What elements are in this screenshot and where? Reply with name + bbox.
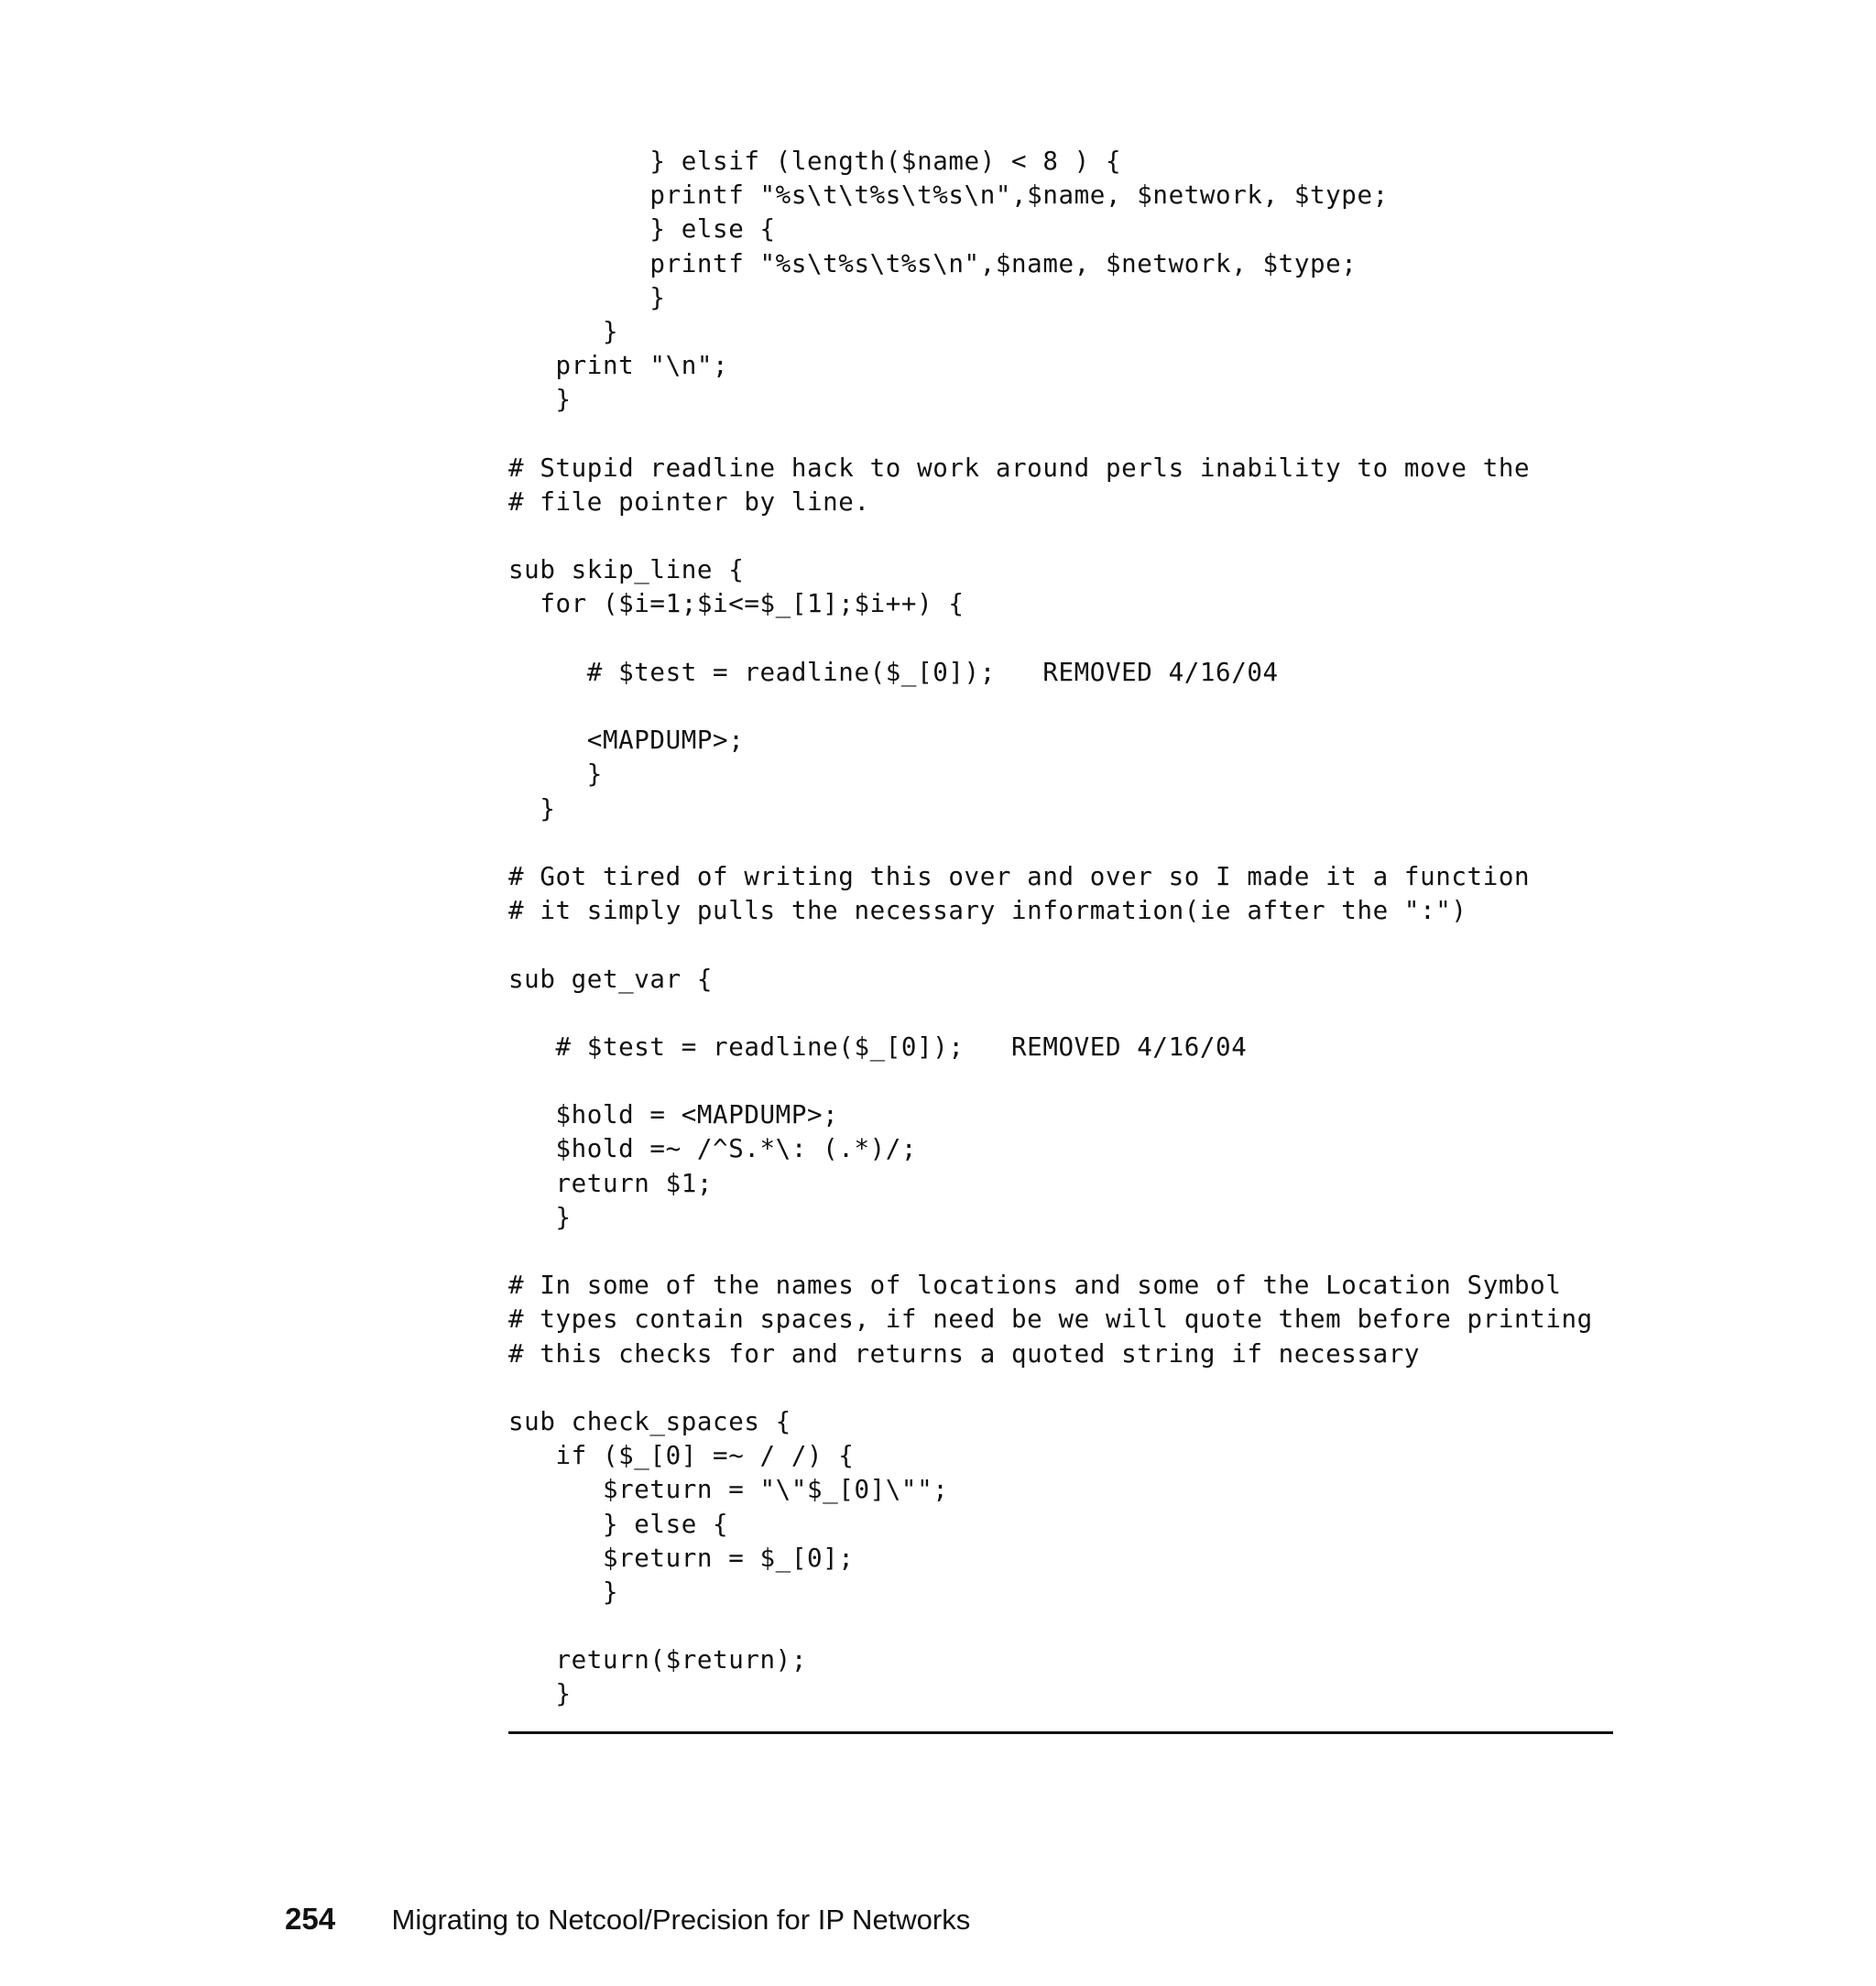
code-line: return($return); (508, 1645, 807, 1675)
listing-bottom-rule (508, 1731, 1613, 1734)
code-line (508, 519, 1593, 553)
code-line: } else { (508, 1509, 729, 1539)
code-line: } (508, 316, 619, 346)
code-line: sub get_var { (508, 964, 714, 994)
code-line: # Stupid readline hack to work around perls inability to move the (508, 453, 1531, 483)
code-line (508, 1610, 1593, 1643)
code-line: return $1; (508, 1168, 714, 1198)
code-line: $hold = <MAPDUMP>; (508, 1100, 839, 1130)
code-line: } (508, 1577, 619, 1607)
code-line: } (508, 759, 603, 790)
code-line: # In some of the names of locations and some of the Location Symbol (508, 1271, 1562, 1301)
code-line (508, 826, 1593, 860)
code-line: sub skip_line { (508, 555, 745, 585)
code-line: # types contain spaces, if need be we will quote them before printing (508, 1304, 1593, 1335)
code-line: # this checks for and returns a quoted string if necessary (508, 1338, 1421, 1369)
code-line (508, 928, 1593, 962)
code-line: # file pointer by line. (508, 486, 870, 517)
code-line: for ($i=1;$i<=$_[1];$i++) { (508, 589, 965, 619)
code-line (508, 1371, 1593, 1405)
code-line: print "\n"; (508, 351, 729, 381)
code-line: # $test = readline($_[0]); REMOVED 4/16/04 (508, 1031, 1248, 1062)
code-line: } elsif (length($name) < 8 ) { (508, 147, 1122, 176)
code-line: # $test = readline($_[0]); REMOVED 4/16/04 (508, 657, 1279, 687)
code-line: } else { (508, 214, 776, 245)
code-line (508, 418, 1593, 452)
code-line: $return = "\"$_[0]\""; (508, 1475, 949, 1505)
code-line: } (508, 1202, 572, 1232)
code-line: # Got tired of writing this over and over so I made it a function (508, 861, 1531, 891)
code-line: if ($_[0] =~ / /) { (508, 1441, 855, 1471)
code-line: } (508, 793, 556, 824)
page-number: 254 (285, 1902, 336, 1936)
book-title: Migrating to Netcool/Precision for IP Networks (391, 1904, 971, 1936)
code-listing (508, 145, 1593, 1712)
code-line: } (508, 385, 572, 415)
code-line (508, 1235, 1593, 1269)
page-footer (285, 1902, 970, 1937)
code-line: printf "%s\t%s\t%s\n",$name, $network, $type; (508, 248, 1358, 278)
code-line: $return = $_[0]; (508, 1543, 855, 1573)
code-line: } (508, 282, 666, 312)
code-line (508, 622, 1593, 656)
code-line (508, 1064, 1593, 1098)
code-line: <MAPDUMP>; (508, 726, 745, 756)
code-line: sub check_spaces { (508, 1406, 791, 1436)
code-line: # it simply pulls the necessary information(ie after the ":") (508, 896, 1467, 926)
code-line: printf "%s\t\t%s\t%s\n",$name, $network, $type; (508, 180, 1389, 211)
code-line (508, 997, 1593, 1031)
code-line (508, 690, 1593, 724)
code-line: $hold =~ /^S.*\: (.*)/; (508, 1134, 918, 1164)
code-line: } (508, 1679, 572, 1709)
